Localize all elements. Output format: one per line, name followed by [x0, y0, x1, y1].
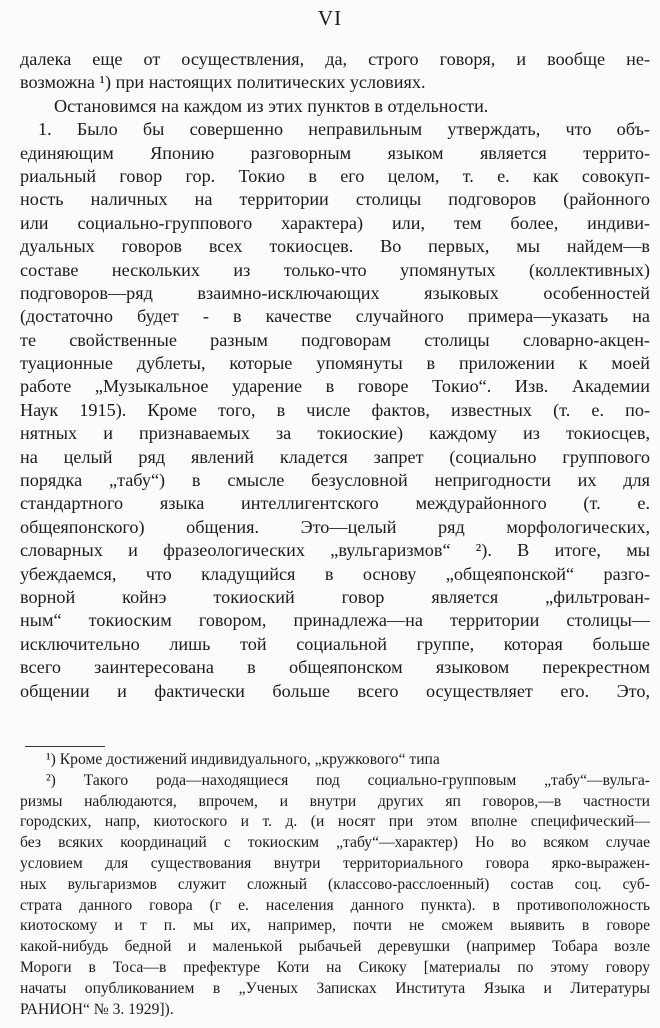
footnote-line: РАНИОН“ № 3. 1929]). — [20, 1000, 174, 1018]
text-line: туационные дублеты, которые упомянуты в приложении к моей — [20, 353, 650, 374]
footnote-line: ²) Такого рода—находящиеся под социально-групповым „табу“—вульга- — [46, 771, 650, 789]
text-line: те свойственные разным подговорам столицы словарно-акцен- — [20, 329, 650, 350]
text-line: составе нескольких из только-что упомянутых (коллективных) — [20, 259, 650, 280]
text-line: или социально-группового характера) или, тем более, индиви- — [20, 212, 650, 233]
footnote-line: ¹) Кроме достижений индивидуального, „кружкового“ типа — [46, 751, 440, 768]
text-line: стандартного языка интеллигентского междурайонного (т. е. — [20, 493, 650, 514]
text-line: порядка „табу“) в смысле безусловной непригодности их для — [20, 470, 650, 491]
footnotes — [20, 750, 650, 1020]
text-line: исключительно лишь той социальной группе, которая больше — [20, 633, 650, 654]
text-line: ность наличных на территории столицы подговоров (районного — [20, 189, 650, 210]
footnote-line: городских, напр, киотоского и т. д. (и носят при этом вполне специфический— — [20, 813, 650, 831]
text-line: единяющим Японию разговорным языком является террито- — [20, 142, 650, 163]
footnote-line: без всяких координаций с токиоским „табу“—характер) Но во всяком случае — [20, 834, 650, 852]
text-line: общении и фактически больше всего осуществляет его. Это, — [20, 680, 650, 701]
text-line: (достаточно будет - в качестве случайного примера—указать на — [20, 306, 650, 327]
text-line: убеждаемся, что кладущийся в основу „общеяпонской“ разго- — [20, 563, 650, 584]
text-line: нятных и признаваемых за токиоские) каждому из токиосцев, — [20, 423, 650, 444]
text-line: на целый ряд явлений кладется запрет (социально группового — [20, 446, 650, 467]
footnote-line: начаты опубликованием в „Ученых Записках Института Языка и Литературы — [20, 979, 650, 997]
text-line: дуальных говоров всех токиосцев. Во первых, мы найдем—в — [20, 236, 650, 257]
text-line: работе „Музыкальное ударение в говоре Токио“. Изв. Академии — [20, 376, 650, 397]
text-line: возможна ¹) при настоящих политических условиях. — [20, 72, 426, 93]
footnote-line: киотоскому и т п. мы их, например, почти не сможем выявить в говоре — [20, 917, 650, 935]
text-line: словарных и фразеологических „вульгаризмов“ ²). В итоге, мы — [20, 540, 650, 561]
footnote-line: страта данного говора (г е. населения данного пункта). в противоположность — [20, 896, 650, 914]
text-line: подговоров—ряд взаимно-исключающих языковых особенностей — [20, 282, 650, 303]
footnote-line: ризмы наблюдаются, впрочем, и внутри других яп говоров,—в частности — [20, 792, 650, 810]
footnote-line: ных вульгаризмов служит сложный (классово-расслоенный) состав соц. суб- — [20, 875, 650, 893]
main-text — [20, 48, 650, 703]
text-line: всего заинтересована в общеяпонском языковом перекрестном — [20, 657, 650, 678]
text-line: 1. Было бы совершенно неправильным утверждать, что объ- — [38, 119, 650, 140]
text-line: общеяпонского) общения. Это—целый ряд морфологических, — [20, 516, 650, 537]
footnote-separator — [25, 746, 105, 747]
footnote-line: какой-нибудь бедной и маленькой рыбачьей деревушки (например Тобара возле — [20, 938, 650, 956]
footnote-line: Мороги в Тоса—в префектуре Коти на Сикоку [материалы по этому говору — [20, 958, 650, 976]
text-line: ным“ токиоским говором, принадлежа—на территории столицы— — [20, 610, 650, 631]
text-line: далека еще от осуществления, да, строго говоря, и вообще не- — [20, 49, 650, 69]
text-line: Остановимся на каждом из этих пунктов в отдельности. — [54, 95, 489, 116]
page-number: VI — [317, 6, 343, 30]
text-line: риальный говор гор. Токио в его целом, т. е. как совокуп- — [20, 165, 650, 186]
text-line: ворной койнэ токиоский говор является „фильтрован- — [20, 586, 650, 607]
text-line: Наук 1915). Кроме того, в числе фактов, известных (т. е. по- — [20, 399, 650, 420]
footnote-line: условием для существования внутри территориального говора ярко-выражен- — [20, 854, 650, 872]
